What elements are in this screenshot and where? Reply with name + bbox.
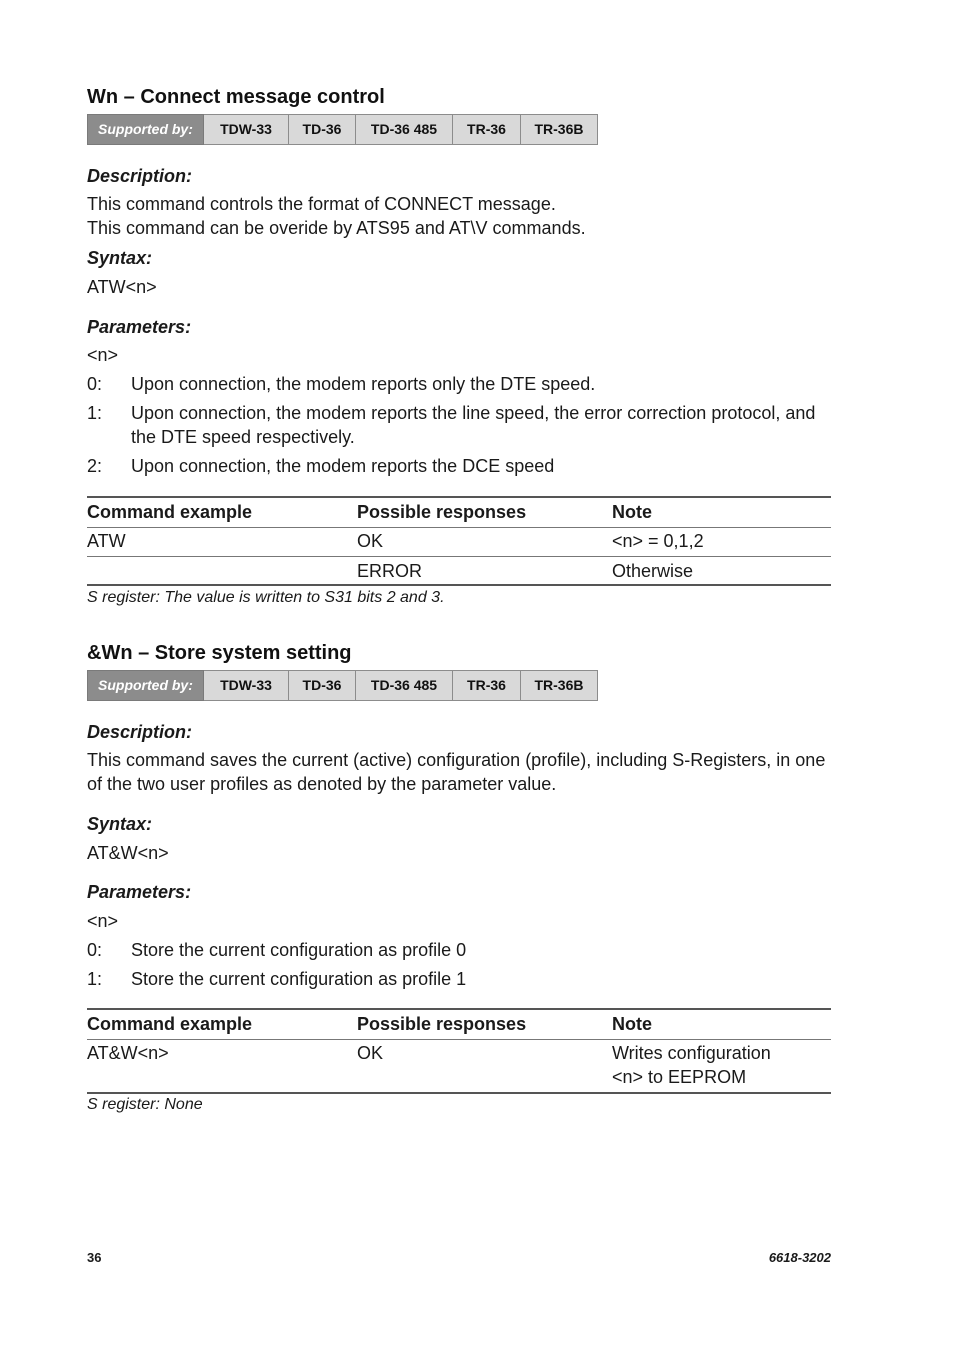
model-tr36: TR-36: [453, 670, 521, 701]
parameter-key: 1:: [87, 403, 103, 423]
parameters-heading: Parameters:: [87, 317, 192, 337]
model-tr36b: TR-36B: [521, 670, 598, 701]
section-wn: [87, 84, 831, 614]
parameter-text: Store the current configuration as profile 0: [131, 940, 467, 960]
section-andwn: [87, 640, 831, 1120]
model-td36-485: TD-36 485: [356, 670, 453, 701]
header-command: Command example: [87, 502, 253, 522]
cell-note: Otherwise: [612, 561, 694, 581]
model-td36: TD-36: [289, 670, 356, 701]
model-td36: TD-36: [289, 114, 356, 145]
model-tdw33: TDW-33: [204, 114, 289, 145]
description-line-2: This command can be overide by ATS95 and AT\V commands.: [87, 218, 586, 238]
description-line-1: This command controls the format of CONNECT message.: [87, 194, 556, 214]
model-tdw33: TDW-33: [204, 670, 289, 701]
cell-note: Writes configuration <n> to EEPROM: [612, 1043, 771, 1087]
table-row: [87, 1039, 831, 1092]
s-register-note: S register: The value is written to S31 bits 2 and 3.: [87, 589, 445, 606]
parameters-heading: Parameters:: [87, 882, 192, 902]
parameter-text: Store the current configuration as profile 1: [131, 969, 467, 989]
cell-command: ATW: [87, 531, 126, 551]
cell-response: OK: [357, 1043, 384, 1063]
section-title: &Wn – Store system setting: [87, 642, 352, 664]
header-command: Command example: [87, 1014, 253, 1034]
parameter-key: 1:: [87, 969, 103, 989]
parameter-text: Upon connection, the modem reports the line speed, the error correction protocol, and the DTE speed respectively.: [131, 403, 816, 447]
header-note: Note: [612, 1014, 652, 1034]
syntax-value: AT&W<n>: [87, 843, 169, 863]
section-title: Wn – Connect message control: [87, 86, 385, 108]
page-number: 36: [87, 1250, 102, 1265]
table-row: [87, 527, 831, 556]
parameter-text: Upon connection, the modem reports only the DTE speed.: [131, 374, 596, 394]
syntax-heading: Syntax:: [87, 814, 153, 834]
header-note: Note: [612, 502, 652, 522]
supported-by-label: Supported by:: [87, 670, 204, 701]
description-heading: Description:: [87, 166, 193, 186]
s-register-note: S register: None: [87, 1096, 203, 1113]
command-table: [87, 1008, 831, 1094]
cell-response: ERROR: [357, 561, 423, 581]
parameter-text: Upon connection, the modem reports the DCE speed: [131, 456, 555, 476]
table-row: [87, 556, 831, 584]
command-table: [87, 496, 831, 586]
syntax-value: ATW<n>: [87, 277, 157, 297]
model-tr36b: TR-36B: [521, 114, 598, 145]
parameter-key: 0:: [87, 374, 103, 394]
table-header-row: [87, 1010, 831, 1039]
parameter-key: 2:: [87, 456, 103, 476]
supported-by-label: Supported by:: [87, 114, 204, 145]
table-header-row: [87, 498, 831, 527]
supported-by-bar: [87, 670, 831, 701]
document-code: 6618-3202: [768, 1250, 831, 1265]
supported-by-bar: [87, 114, 831, 145]
cell-note: <n> = 0,1,2: [612, 531, 704, 551]
parameter-name: <n>: [87, 345, 119, 365]
parameter-name: <n>: [87, 911, 119, 931]
model-tr36: TR-36: [453, 114, 521, 145]
model-td36-485: TD-36 485: [356, 114, 453, 145]
cell-command: AT&W<n>: [87, 1043, 169, 1063]
cell-response: OK: [357, 531, 384, 551]
syntax-heading: Syntax:: [87, 248, 153, 268]
header-responses: Possible responses: [357, 502, 527, 522]
header-responses: Possible responses: [357, 1014, 527, 1034]
parameter-key: 0:: [87, 940, 103, 960]
description-text: This command saves the current (active) configuration (profile), including S-Registers, in one of the two user profiles as denoted by the parameter value.: [87, 750, 826, 794]
description-heading: Description:: [87, 722, 193, 742]
